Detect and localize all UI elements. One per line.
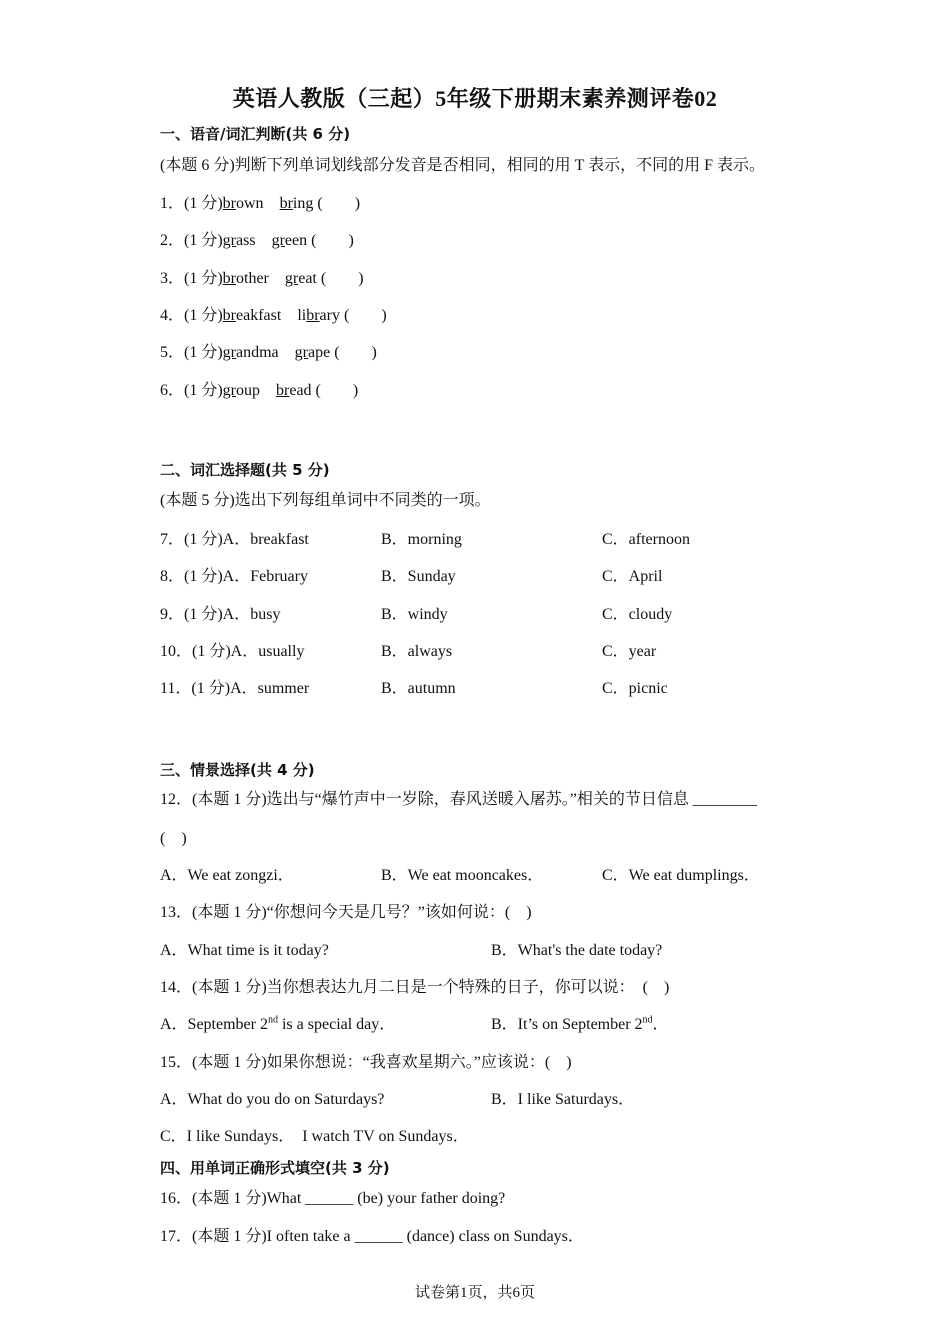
answer-blank[interactable]: ( ) (334, 344, 377, 361)
word2-underlined: br (306, 307, 320, 324)
word2-rest: ead (289, 382, 312, 399)
question-13-stem: 13．(本题 1 分)“你想问今天是几号？”该如何说：( ) (160, 904, 532, 921)
question-16: 16．(本题 1 分)What ______ (be) your father doing? (160, 1190, 506, 1207)
question-12-paren: ( ) (160, 830, 187, 847)
q14-a-sup: nd (267, 1014, 278, 1026)
vocab-option-b[interactable]: B．autumn (381, 680, 456, 697)
word1-underlined: gr (222, 232, 236, 249)
item-number: 3．(1 分) (160, 270, 223, 287)
phonics-item (160, 231, 354, 251)
word1-underlined: gr (222, 382, 236, 399)
phonics-item (160, 269, 364, 289)
vocab-option-a[interactable]: A．busy (222, 606, 281, 623)
word1-rest: andma (236, 344, 279, 361)
word1-underlined: gr (222, 344, 236, 361)
vocab-option-b[interactable]: B．morning (381, 531, 462, 548)
word2-rest: een (284, 232, 308, 249)
word1-rest: eakfast (236, 307, 282, 324)
vocab-option-c[interactable]: C．April (602, 568, 663, 585)
question-13-option-b[interactable]: B．What's the date today? (491, 942, 663, 959)
question-12-option-a[interactable]: A．We eat zongzi． (160, 867, 294, 884)
answer-blank[interactable]: ( ) (317, 195, 361, 212)
item-number: 4．(1 分) (160, 307, 223, 324)
section1-instruction: (本题 6 分)判断下列单词划线部分发音是否相同，相同的用 T 表示，不同的用 F 表示。 (160, 157, 766, 174)
q14-b-pre: B．It’s on September 2 (491, 1016, 643, 1033)
question-17: 17．(本题 1 分)I often take a ______ (dance) class on Sundays． (160, 1228, 584, 1245)
vocab-option-c[interactable]: C．picnic (602, 680, 668, 697)
answer-blank[interactable]: ( ) (311, 232, 354, 249)
question-15-stem: 15．(本题 1 分)如果你想说：“我喜欢星期六。”应该说：( ) (160, 1054, 572, 1071)
vocab-option-c[interactable]: C．afternoon (602, 531, 690, 548)
word2-rest: ary (319, 307, 340, 324)
phonics-item (160, 343, 377, 363)
vocab-option-b[interactable]: B．windy (381, 606, 448, 623)
question-14-option-b[interactable] (491, 1015, 669, 1035)
word2-underlined: gr (294, 344, 308, 361)
word2-underlined: gr (271, 232, 285, 249)
vocab-item-number: 9．(1 分) (160, 606, 223, 623)
q14-b-sup: nd (642, 1014, 653, 1026)
question-12-option-b[interactable]: B．We eat mooncakes． (381, 867, 544, 884)
vocab-option-a[interactable]: A．usually (230, 643, 305, 660)
question-12-option-c[interactable]: C．We eat dumplings． (602, 867, 760, 884)
section2-instruction: (本题 5 分)选出下列每组单词中不同类的一项。 (160, 492, 491, 509)
section4-heading: 四、用单词正确形式填空(共 3 分) (160, 1159, 390, 1177)
answer-blank[interactable]: ( ) (343, 307, 387, 324)
word1-rest: own (236, 195, 264, 212)
phonics-item (160, 194, 360, 214)
section2-heading: 二、词汇选择题(共 5 分) (160, 461, 330, 479)
item-number: 6．(1 分) (160, 382, 223, 399)
word2-prefix: li (297, 307, 307, 324)
phonics-item (160, 306, 387, 326)
item-number: 2．(1 分) (160, 232, 223, 249)
word1-rest: ass (236, 232, 256, 249)
word1-rest: other (236, 270, 269, 287)
vocab-option-a[interactable]: A．breakfast (222, 531, 309, 548)
answer-blank[interactable]: ( ) (315, 382, 359, 399)
word2-underlined: gr (284, 270, 299, 287)
question-14-stem: 14．(本题 1 分)当你想表达九月二日是一个特殊的日子，你可以说： ( ) (160, 979, 670, 996)
vocab-item-number: 11．(1 分) (160, 680, 231, 697)
question-12-stem: 12．(本题 1 分)选出与“爆竹声中一岁除，春风送暖入屠苏。”相关的节日信息 ________ (160, 791, 757, 808)
q14-b-post: ． (652, 1016, 669, 1033)
vocab-item-number: 8．(1 分) (160, 568, 223, 585)
vocab-option-c[interactable]: C．cloudy (602, 606, 673, 623)
word1-rest: oup (236, 382, 260, 399)
vocab-option-a[interactable]: A．summer (230, 680, 310, 697)
exam-title: 英语人教版（三起）5年级下册期末素养测评卷02 (232, 86, 718, 111)
word2-rest: ing (292, 195, 314, 212)
word2-rest: eat (298, 270, 317, 287)
word1-underlined: br (222, 195, 236, 212)
question-15-option-b[interactable]: B．I like Saturdays． (491, 1091, 635, 1108)
vocab-option-c[interactable]: C．year (602, 643, 657, 660)
vocab-option-b[interactable]: B．Sunday (381, 568, 456, 585)
vocab-item-number: 7．(1 分) (160, 531, 223, 548)
word1-underlined: br (222, 307, 236, 324)
phonics-item (160, 381, 358, 401)
q14-a-pre: A．September 2 (160, 1016, 268, 1033)
question-15-option-c[interactable]: C．I like Sundays． I watch TV on Sundays． (160, 1128, 469, 1145)
item-number: 5．(1 分) (160, 344, 223, 361)
section3-heading: 三、情景选择(共 4 分) (160, 761, 315, 779)
question-14-option-a[interactable] (160, 1015, 395, 1035)
answer-blank[interactable]: ( ) (320, 270, 364, 287)
question-15-option-a[interactable]: A．What do you do on Saturdays? (160, 1091, 385, 1108)
word2-underlined: br (276, 382, 290, 399)
word2-rest: ape (308, 344, 331, 361)
item-number: 1．(1 分) (160, 195, 223, 212)
vocab-option-a[interactable]: A．February (222, 568, 308, 585)
section1-heading: 一、语音/词汇判断(共 6 分) (160, 125, 351, 143)
question-13-option-a[interactable]: A．What time is it today? (160, 942, 329, 959)
word2-underlined: br (279, 195, 293, 212)
page-footer: 试卷第1页，共6页 (414, 1285, 535, 1301)
vocab-item-number: 10．(1 分) (160, 643, 231, 660)
q14-a-post: is a special day． (277, 1016, 396, 1033)
word1-underlined: br (222, 270, 236, 287)
vocab-option-b[interactable]: B．always (381, 643, 453, 660)
